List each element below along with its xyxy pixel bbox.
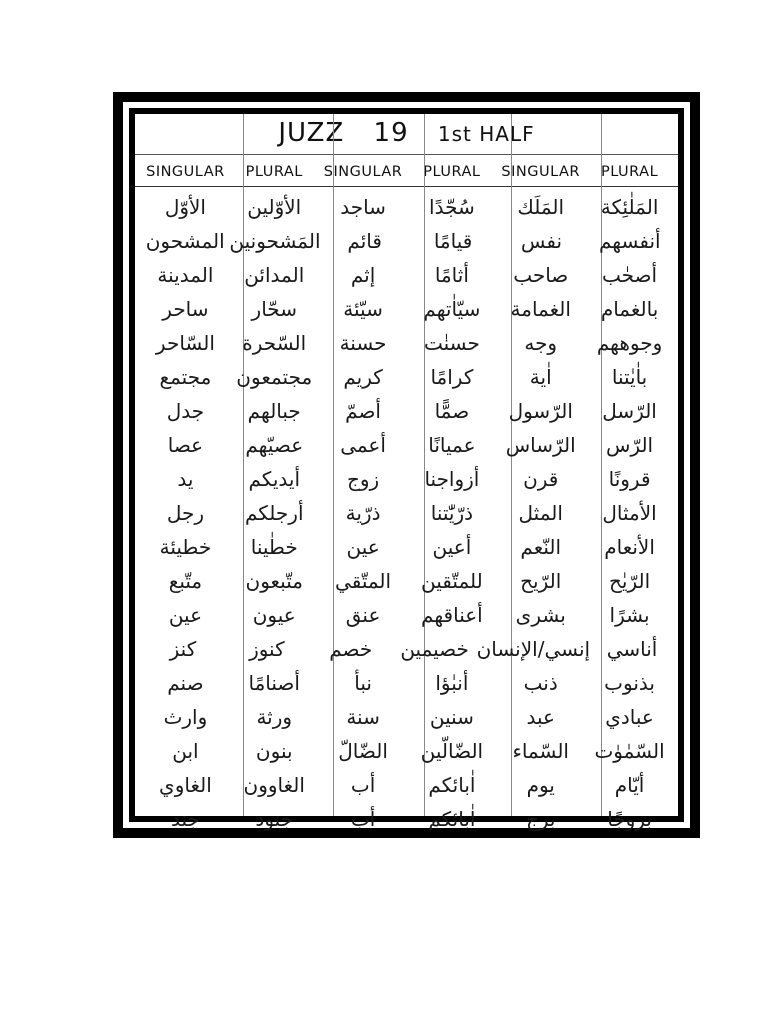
table-row bbox=[141, 666, 674, 700]
plural-word: جنود bbox=[255, 807, 294, 831]
singular-word: عبد bbox=[526, 705, 555, 729]
plural-word: السّمٰوٰت bbox=[594, 739, 665, 763]
table-row bbox=[141, 700, 674, 734]
plural-word: الضّالّين bbox=[420, 739, 484, 763]
plural-word: حسنٰت bbox=[423, 331, 480, 355]
header-rule bbox=[135, 186, 678, 187]
plural-word: قيامًا bbox=[433, 229, 473, 253]
plural-word: جبالهم bbox=[247, 399, 301, 423]
plural-word: متّبعون bbox=[245, 569, 303, 593]
singular-word: عين bbox=[346, 535, 380, 559]
plural-word: أعناقهم bbox=[421, 603, 483, 627]
plural-word: أصحٰب bbox=[602, 263, 658, 287]
table-row bbox=[141, 190, 674, 224]
plural-word: الرّيٰح bbox=[608, 569, 651, 593]
singular-word: برج bbox=[525, 807, 556, 831]
plural-word: المدائن bbox=[244, 263, 305, 287]
plural-word: أيديكم bbox=[248, 467, 301, 491]
plural-word: كنوز bbox=[249, 637, 285, 661]
plural-word: عيون bbox=[252, 603, 296, 627]
table-row bbox=[141, 734, 674, 768]
singular-word: السّماء bbox=[512, 739, 569, 763]
singular-word: اٰية bbox=[529, 365, 552, 389]
header-singular-3: SINGULAR bbox=[501, 164, 581, 180]
table-row bbox=[141, 564, 674, 598]
singular-word: أب bbox=[350, 773, 376, 797]
plural-word: أثامًا bbox=[434, 263, 469, 287]
singular-word: قائم bbox=[347, 229, 382, 253]
singular-word: الغمامة bbox=[510, 297, 571, 321]
singular-word: مجتمع bbox=[159, 365, 212, 389]
singular-word: إثم bbox=[350, 263, 376, 287]
page-border bbox=[113, 92, 700, 838]
plural-word: بالغمام bbox=[600, 297, 659, 321]
table-row bbox=[141, 394, 674, 428]
table-row bbox=[141, 530, 674, 564]
plural-word: اٰبائكم bbox=[428, 807, 476, 831]
singular-word: جدل bbox=[166, 399, 205, 423]
plural-word: المَشحونين bbox=[229, 229, 321, 253]
singular-word: الضّالّ bbox=[338, 739, 388, 763]
singular-word: المتّقي bbox=[335, 569, 392, 593]
singular-word: وارث bbox=[163, 705, 208, 729]
singular-word: يد bbox=[177, 467, 194, 491]
plural-word: أناسي bbox=[606, 637, 658, 661]
plural-word: أرجلكم bbox=[244, 501, 304, 525]
singular-word: عنق bbox=[345, 603, 381, 627]
plural-word: اٰبائكم bbox=[428, 773, 476, 797]
plural-word: مجتمعون bbox=[236, 365, 313, 389]
singular-word: كريم bbox=[343, 365, 383, 389]
plural-word: صمًّا bbox=[434, 399, 470, 423]
singular-word: خطيئة bbox=[159, 535, 212, 559]
singular-word: أعمى bbox=[340, 433, 386, 457]
header-singular-1: SINGULAR bbox=[146, 164, 225, 180]
singular-word: أب bbox=[350, 807, 376, 831]
plural-word: المَلٰئِكة bbox=[600, 195, 659, 219]
plural-word: بذنوب bbox=[604, 671, 655, 695]
plural-word: بشرًا bbox=[609, 603, 650, 627]
title-rule bbox=[135, 154, 678, 155]
singular-word: الرّيح bbox=[520, 569, 562, 593]
table-row bbox=[141, 258, 674, 292]
singular-word: ذنب bbox=[523, 671, 558, 695]
inner-border bbox=[129, 108, 684, 831]
vocabulary-sheet bbox=[135, 114, 678, 831]
table-row bbox=[141, 360, 674, 394]
table-row bbox=[141, 632, 674, 666]
plural-word: وجوههم bbox=[596, 331, 663, 355]
header-plural-3: PLURAL bbox=[600, 164, 659, 180]
plural-word: أعين bbox=[432, 535, 472, 559]
title-number: 19 bbox=[373, 118, 409, 148]
singular-word: المدينة bbox=[157, 263, 214, 287]
title-juzz: JUZZ bbox=[278, 118, 345, 148]
singular-word: ابن bbox=[172, 739, 199, 763]
plural-word: أنفسهم bbox=[599, 229, 661, 253]
plural-word: ذرّيّٰتنا bbox=[430, 501, 474, 525]
singular-word: متّبع bbox=[168, 569, 203, 593]
singular-word: إنسي/الإنسان bbox=[476, 637, 591, 661]
plural-word: عبادي bbox=[605, 705, 654, 729]
plural-word: ورثة bbox=[256, 705, 293, 729]
plural-word: الأمثال bbox=[602, 501, 657, 525]
singular-word: الأوّل bbox=[164, 195, 206, 219]
table-row bbox=[141, 768, 674, 802]
singular-word: نفس bbox=[520, 229, 563, 253]
singular-word: عين bbox=[168, 603, 203, 627]
plural-word: كرامًا bbox=[430, 365, 474, 389]
plural-word: سنين bbox=[429, 705, 474, 729]
table-row bbox=[141, 496, 674, 530]
plural-word: السّحرة bbox=[242, 331, 307, 355]
singular-word: قرن bbox=[523, 467, 559, 491]
table-row bbox=[141, 598, 674, 632]
plural-word: عصيّهم bbox=[245, 433, 304, 457]
singular-word: الغاوي bbox=[159, 773, 212, 797]
table-row bbox=[141, 326, 674, 360]
border-gap bbox=[123, 102, 690, 831]
plural-word: الرّس bbox=[606, 433, 654, 457]
plural-word: سيّاٰتهم bbox=[423, 297, 481, 321]
singular-word: سيّئة bbox=[343, 297, 383, 321]
table-row bbox=[141, 292, 674, 326]
title-half: 1st HALF bbox=[437, 122, 535, 146]
plural-word: للمتّقين bbox=[421, 569, 483, 593]
header-singular-2: SINGULAR bbox=[323, 164, 403, 180]
plural-word: أصنامًا bbox=[248, 671, 300, 695]
singular-word: سنة bbox=[346, 705, 380, 729]
plural-word: سحّار bbox=[251, 297, 297, 321]
singular-word: جند bbox=[170, 807, 200, 831]
singular-word: المَلَك bbox=[517, 195, 565, 219]
singular-word: صاحب bbox=[513, 263, 569, 287]
table-row bbox=[141, 462, 674, 496]
column-headers bbox=[141, 158, 674, 186]
singular-word: خصم bbox=[329, 637, 373, 661]
singular-word: زوج bbox=[346, 467, 380, 491]
plural-word: أنبٰؤا bbox=[435, 671, 469, 695]
singular-word: الرّسول bbox=[508, 399, 573, 423]
table-row bbox=[141, 802, 674, 836]
plural-word: الغاوون bbox=[243, 773, 305, 797]
singular-word: يوم bbox=[526, 773, 555, 797]
plural-word: بروجًا bbox=[607, 807, 652, 831]
plural-word: خصيمين bbox=[400, 637, 469, 661]
singular-word: وجه bbox=[524, 331, 558, 355]
header-plural-1: PLURAL bbox=[245, 164, 303, 180]
plural-word: الرّسل bbox=[602, 399, 657, 423]
singular-word: صنم bbox=[167, 671, 204, 695]
singular-word: المثل bbox=[518, 501, 563, 525]
singular-word: ساحر bbox=[162, 297, 209, 321]
plural-word: الأوّلين bbox=[247, 195, 302, 219]
singular-word: النّعم bbox=[520, 535, 562, 559]
plural-word: قرونًا bbox=[608, 467, 651, 491]
singular-word: ساجد bbox=[340, 195, 386, 219]
plural-word: باٰيٰتنا bbox=[611, 365, 648, 389]
plural-word: أيّام bbox=[614, 773, 645, 797]
plural-word: بنون bbox=[255, 739, 293, 763]
singular-word: المشحون bbox=[145, 229, 225, 253]
table-row bbox=[141, 428, 674, 462]
plural-word: الأنعام bbox=[604, 535, 655, 559]
singular-word: ذرّية bbox=[345, 501, 381, 525]
table-row bbox=[141, 224, 674, 258]
singular-word: نبأ bbox=[354, 671, 372, 695]
singular-word: السّاحر bbox=[155, 331, 215, 355]
plural-word: أزواجنا bbox=[424, 467, 480, 491]
word-table bbox=[141, 190, 674, 831]
singular-word: الرّساس bbox=[505, 433, 576, 457]
singular-word: حسنة bbox=[339, 331, 387, 355]
singular-word: عصا bbox=[167, 433, 204, 457]
plural-word: سُجّدًا bbox=[429, 195, 475, 219]
plural-word: خطٰينا bbox=[250, 535, 298, 559]
singular-word: أصمّ bbox=[345, 399, 381, 423]
singular-word: بشرى bbox=[515, 603, 566, 627]
header-plural-2: PLURAL bbox=[423, 164, 481, 180]
singular-word: رجل bbox=[166, 501, 204, 525]
plural-word: عميانًا bbox=[428, 433, 476, 457]
singular-word: كنز bbox=[169, 637, 197, 661]
page-title bbox=[135, 118, 678, 154]
